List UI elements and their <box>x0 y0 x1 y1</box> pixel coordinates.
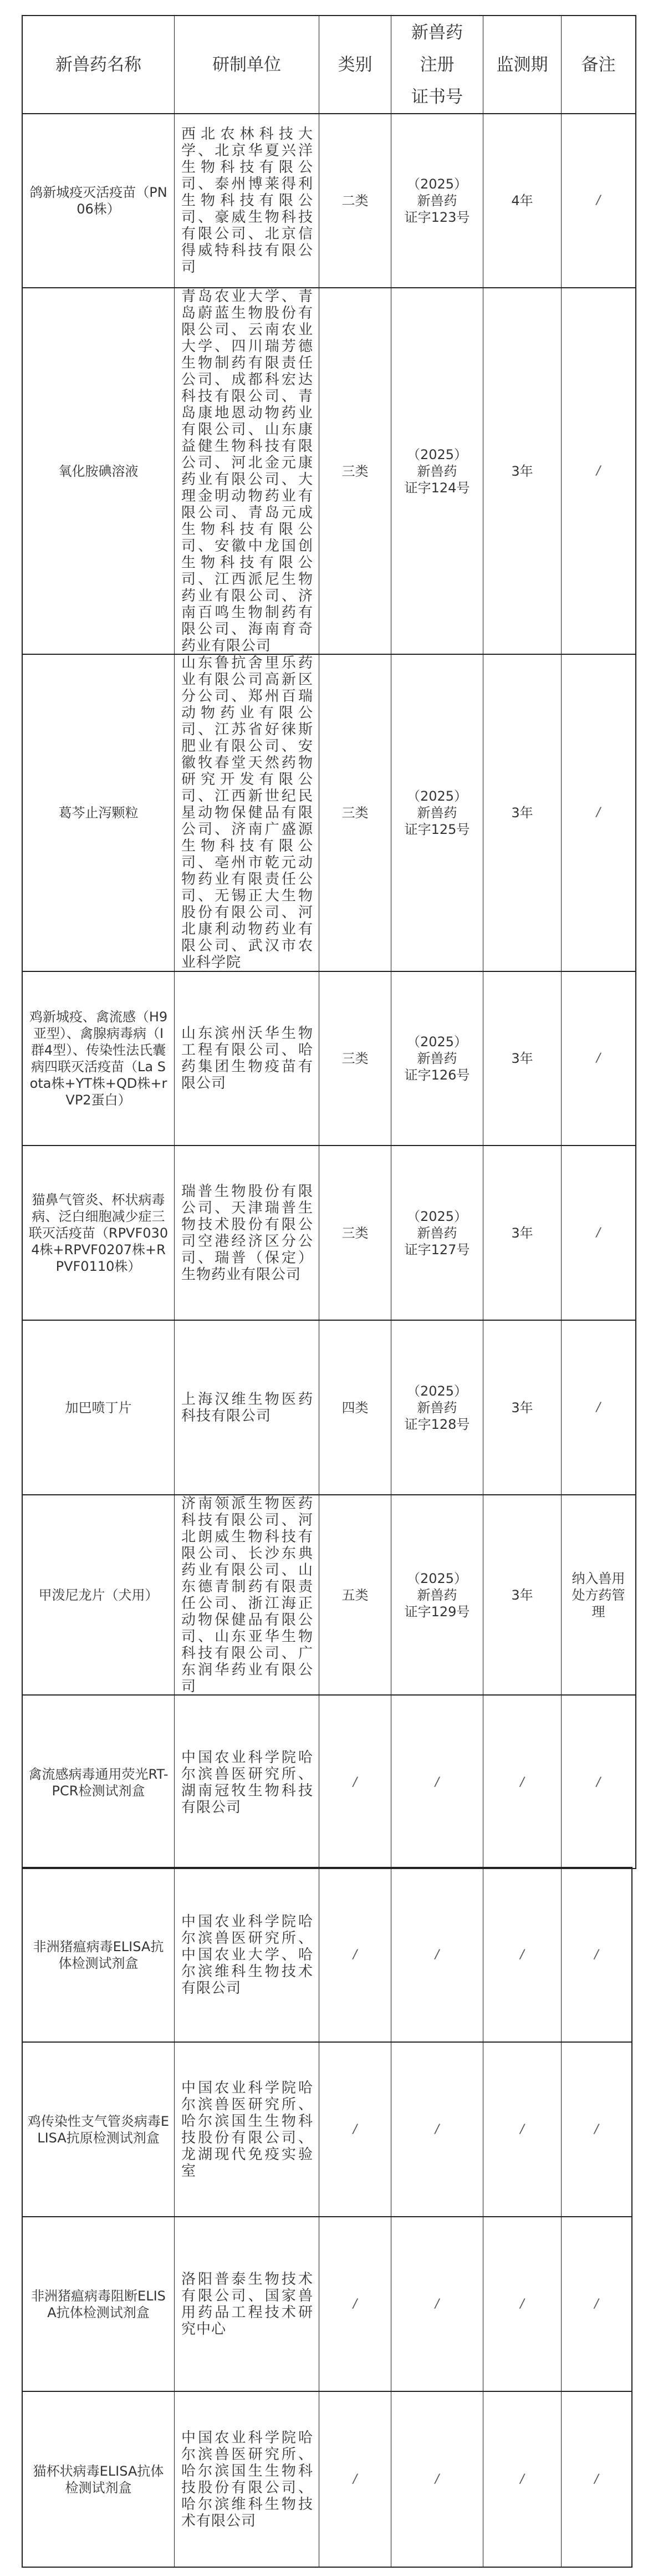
table-row <box>23 2042 631 2216</box>
cell-category <box>319 288 391 654</box>
category: / <box>353 1947 358 1962</box>
remark: / <box>594 2122 599 2136</box>
category: / <box>353 1775 358 1789</box>
drug-name: 氧化胺碘溶液 <box>58 463 139 479</box>
table-row <box>23 971 635 1145</box>
cell-name <box>23 114 174 287</box>
cell-category <box>319 2043 391 2216</box>
category: 四类 <box>341 1399 369 1416</box>
cell-cert <box>391 2043 483 2216</box>
cell-unit <box>174 972 319 1145</box>
cell-category <box>319 1495 391 1694</box>
cell-name <box>23 972 174 1145</box>
cell-category <box>319 114 391 287</box>
header-period <box>483 16 561 113</box>
remark: / <box>596 194 601 207</box>
monitoring-period: 3年 <box>511 1399 533 1416</box>
header-category <box>319 16 391 113</box>
registration-table-lower <box>22 1867 632 2568</box>
header-name-label: 新兽药名称 <box>55 54 141 75</box>
drug-name: 葛芩止泻颗粒 <box>58 805 139 821</box>
cert-year: （2025） <box>406 1208 468 1224</box>
developer-units: 山东滨州沃华生物工程有限公司、哈药集团生物疫苗有限公司 <box>181 1025 313 1092</box>
monitoring-period: 4年 <box>511 193 533 208</box>
cell-unit <box>174 1146 319 1320</box>
cell-remark <box>561 655 635 971</box>
cell-remark <box>561 1321 635 1494</box>
header-remark <box>561 16 635 113</box>
cell-cert <box>391 2217 483 2391</box>
cell-cert <box>391 1146 483 1320</box>
cell-period <box>483 2392 561 2567</box>
header-remark-label: 备注 <box>581 54 616 75</box>
cert-year: （2025） <box>406 1570 468 1586</box>
cell-unit <box>174 114 319 287</box>
cell-cert <box>391 288 483 654</box>
cell-category <box>319 1696 391 1869</box>
table-row <box>23 2216 631 2391</box>
remark: / <box>596 1051 601 1065</box>
cert-number: 证字123号 <box>404 210 470 225</box>
cell-name <box>23 1146 174 1320</box>
cell-period <box>483 1868 561 2042</box>
header-category-label: 类别 <box>338 54 373 75</box>
category: 三类 <box>341 1225 369 1241</box>
cert-number: 证字128号 <box>404 1416 470 1432</box>
table-row <box>23 654 635 971</box>
remark: / <box>596 1225 601 1240</box>
developer-units: 洛阳普泰生物技术有限公司、国家兽用药品工程技术研究中心 <box>181 2270 313 2338</box>
cell-cert <box>391 2392 483 2567</box>
cell-name <box>23 1868 174 2042</box>
cert-prefix: / <box>435 2297 440 2311</box>
cert-number: 证字124号 <box>404 480 470 496</box>
cell-cert <box>391 1696 483 1869</box>
table-row <box>23 1694 635 1869</box>
drug-name: 禽流感病毒通用荧光RT-PCR检测试剂盒 <box>28 1766 169 1799</box>
cell-remark <box>561 1696 635 1869</box>
cell-category <box>319 2392 391 2567</box>
monitoring-period: 3年 <box>511 463 533 479</box>
header-name <box>23 16 174 113</box>
cell-name <box>23 2392 174 2567</box>
cert-year: （2025） <box>406 176 468 192</box>
cell-unit <box>174 2043 319 2216</box>
cell-name <box>23 1696 174 1869</box>
cell-remark <box>561 288 635 654</box>
cert-prefix: / <box>435 1947 440 1962</box>
category: / <box>353 2297 358 2311</box>
cell-remark <box>561 2043 631 2216</box>
cell-cert <box>391 114 483 287</box>
header-cert-line1: 新兽药 <box>411 22 463 43</box>
cell-category <box>319 1868 391 2042</box>
header-cert-line3: 证书号 <box>411 86 463 107</box>
category: 二类 <box>341 193 369 208</box>
table-row <box>23 2391 631 2567</box>
drug-name: 非洲猪瘟病毒阻断ELISA抗体检测试剂盒 <box>31 2288 166 2320</box>
drug-name: 鸡新城疫、禽流感（H9亚型）、禽腺病毒病（I群4型）、传染性法氏囊病四联灭活疫苗（La Sota株+YT株+QD株+rVP2蛋白） <box>29 1009 168 1108</box>
cell-period <box>483 655 561 971</box>
cert-prefix: 新兽药 <box>417 805 457 821</box>
developer-units: 青岛农业大学、青岛蔚蓝生物股份有限公司、云南农业大学、四川瑞芳德生物制药有限责任公司、成都科宏达科技有限公司、青岛康地恩动物药业有限公司、山东康益健生物科技有限公司、河北金元康药业有限公司、大理金明动物药业有限公司、青岛元成生物科技有限公司、安徽中龙国创生物科技有限公司、江西派尼生物药业有限公司、济南百鸣生物制药有限公司、海南育奇药业有限公司 <box>181 288 313 654</box>
cell-unit <box>174 2217 319 2391</box>
cell-name <box>23 288 174 654</box>
cell-period <box>483 1696 561 1869</box>
cert-prefix: 新兽药 <box>417 1399 457 1416</box>
table-header-row <box>23 16 635 113</box>
remark: / <box>594 2472 599 2486</box>
drug-name: 鸡传染性支气管炎病毒ELISA抗原检测试剂盒 <box>27 2113 170 2146</box>
developer-units: 中国农业科学院哈尔滨兽医研究所、湖南冠牧生物科技有限公司 <box>181 1749 313 1816</box>
developer-units: 山东鲁抗舍里乐药业有限公司高新区分公司、郑州百瑞动物药业有限公司、江苏省好徕斯肥业有限公司、安徽牧春堂天然药物研究开发有限公司、江西新世纪民星动物保健品有限公司、济南广盛源生物科技有限公司、亳州市乾元动物药业有限责任公司、无锡正大生物股份有限公司、河北康利动物药业有限公司、武汉市农业科学院 <box>181 655 313 971</box>
drug-name: 猫鼻气管炎、杯状病毒病、泛白细胞减少症三联灭活疫苗（RPVF0304株+RPVF0207株+RPVF0110株） <box>28 1192 169 1274</box>
cell-unit <box>174 1868 319 2042</box>
developer-units: 西北农林科技大学、北京华夏兴洋生物科技有限公司、泰州博莱得利生物科技有限公司、豪威生物科技有限公司、北京信得威特科技有限公司 <box>181 126 313 276</box>
cell-category <box>319 1146 391 1320</box>
monitoring-period: / <box>520 2122 524 2136</box>
remark: / <box>596 1400 601 1414</box>
monitoring-period: / <box>520 1775 524 1789</box>
cell-remark <box>561 1146 635 1320</box>
cell-period <box>483 972 561 1145</box>
developer-units: 上海汉维生物医药科技有限公司 <box>181 1391 313 1424</box>
header-period-label: 监测期 <box>496 54 548 75</box>
cell-remark <box>561 2392 631 2567</box>
developer-units: 中国农业科学院哈尔滨兽医研究所、哈尔滨国生生物科技股份有限公司、龙湖现代免疫实验室 <box>181 2079 313 2180</box>
cell-cert <box>391 1868 483 2042</box>
cert-year: （2025） <box>406 446 468 462</box>
cell-cert <box>391 1321 483 1494</box>
cell-unit <box>174 2392 319 2567</box>
cell-period <box>483 2043 561 2216</box>
header-unit <box>174 16 319 113</box>
cell-unit <box>174 1696 319 1869</box>
table-row <box>23 1867 631 2042</box>
cell-name <box>23 2217 174 2391</box>
header-cert-line2: 注册 <box>420 54 455 75</box>
cert-prefix: 新兽药 <box>417 1225 457 1241</box>
cert-number: 证字126号 <box>404 1067 470 1083</box>
remark: / <box>594 1947 599 1962</box>
drug-name: 猫杯状病毒ELISA抗体检测试剂盒 <box>33 2463 164 2496</box>
cert-number: 证字129号 <box>404 1603 470 1620</box>
developer-units: 瑞普生物股份有限公司、天津瑞普生物技术股份有限公司空港经济区分公司、瑞普（保定）生物药业有限公司 <box>181 1183 313 1283</box>
table-row <box>23 1494 635 1694</box>
drug-name: 甲泼尼龙片（犬用） <box>38 1587 159 1603</box>
monitoring-period: 3年 <box>511 1051 533 1066</box>
cell-period <box>483 2217 561 2391</box>
category: / <box>353 2122 358 2136</box>
header-cert <box>391 16 483 113</box>
cell-period <box>483 288 561 654</box>
cert-number: 证字125号 <box>404 822 470 837</box>
drug-name: 鸽新城疫灭活疫苗（PN06株） <box>29 185 167 217</box>
cell-period <box>483 1146 561 1320</box>
cell-category <box>319 972 391 1145</box>
cert-prefix: / <box>435 2122 440 2136</box>
cell-remark <box>561 1868 631 2042</box>
cell-name <box>23 2043 174 2216</box>
cell-remark <box>561 972 635 1145</box>
monitoring-period: / <box>520 1947 524 1962</box>
cell-name <box>23 655 174 971</box>
cell-cert <box>391 1495 483 1694</box>
cell-remark <box>561 2217 631 2391</box>
cell-cert <box>391 655 483 971</box>
category: 五类 <box>341 1587 369 1603</box>
cell-category <box>319 1321 391 1494</box>
registration-table-upper <box>22 15 636 1869</box>
cell-name <box>23 1495 174 1694</box>
remark: / <box>596 806 601 819</box>
monitoring-period: 3年 <box>511 1587 533 1603</box>
cell-period <box>483 114 561 287</box>
remark: / <box>596 1775 601 1789</box>
developer-units: 济南领派生物医药科技有限公司、河北朗威生物科技有限公司、长沙东典药业有限公司、山东德青制药有限责任公司、浙江海正动物保健品有限公司、山东亚华生物科技有限公司、广东润华药业有限公司 <box>181 1495 313 1695</box>
monitoring-period: / <box>520 2472 524 2486</box>
table-row <box>23 1145 635 1320</box>
table-row <box>23 113 635 287</box>
monitoring-period: 3年 <box>511 1225 533 1241</box>
category: / <box>353 2472 358 2486</box>
cell-unit <box>174 1321 319 1494</box>
drug-name: 加巴喷丁片 <box>65 1399 132 1416</box>
cert-prefix: / <box>435 1775 440 1789</box>
remark: / <box>594 2297 599 2311</box>
cell-category <box>319 655 391 971</box>
category: 三类 <box>341 463 369 479</box>
cert-prefix: 新兽药 <box>417 1587 457 1603</box>
monitoring-period: 3年 <box>511 805 533 821</box>
cell-period <box>483 1321 561 1494</box>
cell-remark <box>561 1495 635 1694</box>
cell-unit <box>174 1495 319 1694</box>
cell-period <box>483 1495 561 1694</box>
cell-cert <box>391 972 483 1145</box>
category: 三类 <box>341 1051 369 1066</box>
category: 三类 <box>341 805 369 821</box>
cell-remark <box>561 114 635 287</box>
cert-prefix: 新兽药 <box>417 193 457 208</box>
developer-units: 中国农业科学院哈尔滨兽医研究所、哈尔滨国生生物科技股份有限公司、哈尔滨维科生物技术有限公司 <box>181 2429 313 2529</box>
cert-year: （2025） <box>406 788 468 804</box>
cert-prefix: / <box>435 2472 440 2486</box>
cell-unit <box>174 655 319 971</box>
cert-prefix: 新兽药 <box>417 463 457 479</box>
cert-year: （2025） <box>406 1383 468 1399</box>
cert-number: 证字127号 <box>404 1241 470 1258</box>
remark: 纳入兽用处方药管理 <box>572 1570 625 1620</box>
table-row <box>23 287 635 654</box>
cert-year: （2025） <box>406 1034 468 1050</box>
developer-units: 中国农业科学院哈尔滨兽医研究所、中国农业大学、哈尔滨维科生物技术有限公司 <box>181 1913 313 1997</box>
cell-unit <box>174 288 319 654</box>
drug-name: 非洲猪瘟病毒ELISA抗体检测试剂盒 <box>33 1938 164 1971</box>
monitoring-period: / <box>520 2297 524 2311</box>
remark: / <box>596 464 601 478</box>
header-unit-label: 研制单位 <box>212 54 281 75</box>
cell-name <box>23 1321 174 1494</box>
cert-prefix: 新兽药 <box>417 1051 457 1066</box>
cell-category <box>319 2217 391 2391</box>
table-row <box>23 1320 635 1494</box>
